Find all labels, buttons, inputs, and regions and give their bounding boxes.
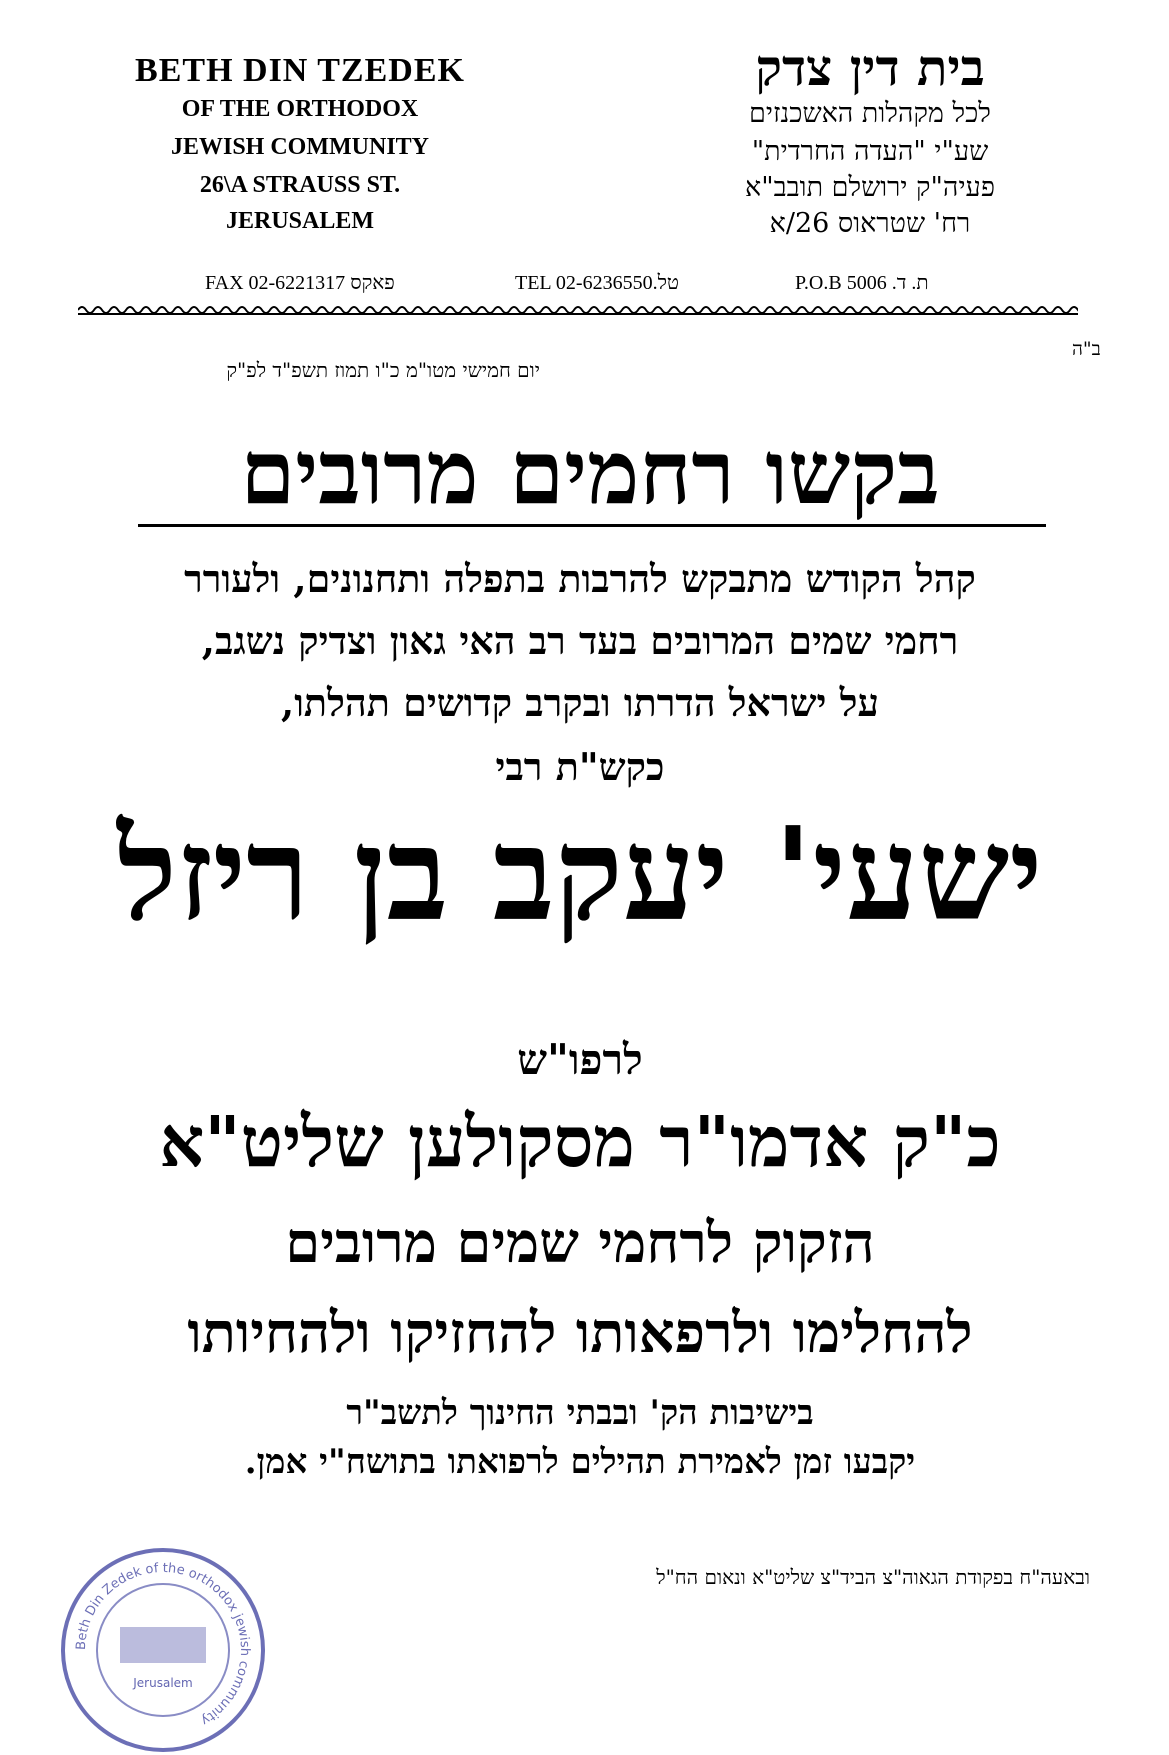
- closing-line-1: בישיבות הק' ובבתי החינוך לתשב"ר: [346, 1393, 814, 1433]
- body-line-3: על ישראל הדרתו ובקרב קדושים תהלתו,: [280, 680, 880, 725]
- seal-city: Jerusalem: [133, 1676, 193, 1690]
- body-line-4: כקש"ת רבי: [495, 744, 665, 789]
- hebrew-org-line-1: לכל מקהלות האשכנזים: [749, 98, 991, 129]
- english-address: 26\A STRAUSS ST.: [199, 172, 401, 198]
- tel-number: TEL 02-6236550.טל: [515, 272, 680, 294]
- seal-ring-text: Beth Din Zedek of the orthodox jewish community: [73, 1560, 253, 1729]
- body-line-2: רחמי שמים המרובים בעד רב האי גאון וצדיק נשגב,: [201, 618, 959, 663]
- hebrew-org-line-2: שע"י "העדה החרדית": [751, 136, 989, 167]
- need-line-2: להחלימו ולרפאותו להחזיקו ולהחיותו: [187, 1300, 973, 1366]
- signature-line: ובאעה"ח בפקודת הגאוה"צ הביד"צ שליט"א ונאום הח"ל: [656, 1565, 1090, 1589]
- title-underline: [138, 524, 1046, 527]
- english-org-title: BETH DIN TZEDEK: [135, 52, 465, 89]
- hebrew-org-title: בית דין צדק: [755, 38, 985, 97]
- fax-number: FAX 02-6221317 פאקס: [205, 272, 395, 294]
- need-line-1: הזקוק לרחמי שמים מרובים: [285, 1210, 875, 1276]
- bh-mark: ב"ה: [1072, 338, 1101, 360]
- lrefua-label: לרפו"ש: [517, 1035, 643, 1084]
- rebbe-title: כ"ק אדמו"ר מסקולען שליט"א: [159, 1100, 1001, 1183]
- hebrew-date: יום חמישי מטו"מ כ"ו תמוז תשפ"ד לפ"ק: [226, 358, 540, 382]
- english-city: JERUSALEM: [225, 208, 375, 234]
- english-org-line-2: JEWISH COMMUNITY: [170, 134, 429, 160]
- body-line-1: קהל הקודש מתבקש להרבות בתפלה ותחנונים, ולעורר: [184, 556, 976, 601]
- hebrew-address: רח' שטראוס 26/א: [769, 208, 971, 239]
- english-org-line-1: OF THE ORTHODOX: [181, 96, 419, 122]
- po-box: P.O.B 5006 .ת. ד: [795, 272, 929, 294]
- patient-name: ישעי' יעקב בן ריזל: [117, 800, 1043, 950]
- decorative-divider: [78, 302, 1078, 316]
- beth-din-seal: [58, 1545, 268, 1755]
- main-title: בקשו רחמים מרובים: [240, 420, 940, 524]
- hebrew-city: פעיה"ק ירושלם תובב"א: [745, 172, 995, 203]
- closing-line-2: יקבעו זמן לאמירת תהילים לרפואתו בתושח"י אמן.: [244, 1442, 916, 1482]
